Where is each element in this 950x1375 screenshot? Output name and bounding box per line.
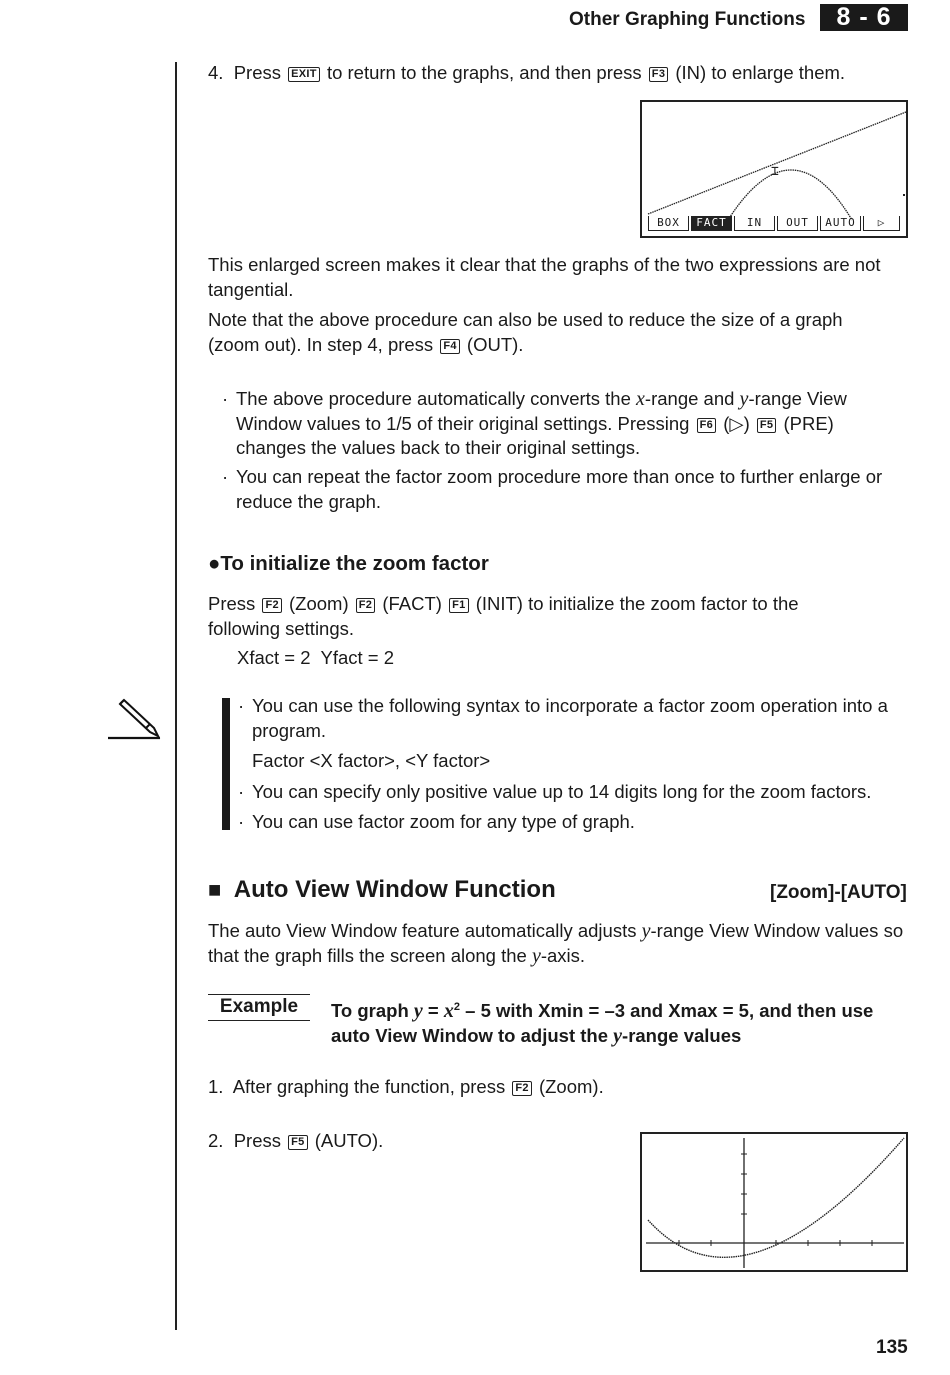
- f5-key: F5: [288, 1135, 307, 1150]
- bullet-dot: ·: [222, 388, 229, 409]
- parabola-graph: [648, 1138, 904, 1257]
- note-bullet: [238, 694, 912, 743]
- example-rule-top: [208, 994, 310, 995]
- para-text: -axis.: [540, 944, 586, 966]
- square-marker: ■: [208, 877, 222, 902]
- para-text: (Zoom): [289, 593, 349, 614]
- bullet-dot: ·: [238, 695, 245, 716]
- margin-rule: [175, 62, 177, 1330]
- step-text: to return to the graphs, and then press: [326, 62, 642, 83]
- italic-var: y: [531, 944, 541, 967]
- step-1: [208, 1075, 604, 1100]
- f2-key: F2: [356, 598, 375, 613]
- step-2: [208, 1129, 383, 1154]
- menu-in: IN: [734, 216, 775, 231]
- note-text: You can use factor zoom for any type of graph.: [252, 811, 635, 832]
- running-header-title: Other Graphing Functions: [569, 9, 806, 30]
- exit-key: EXIT: [288, 67, 320, 82]
- bullet-item: [222, 387, 906, 461]
- f3-key: F3: [649, 67, 668, 82]
- bullet-dot: ·: [222, 466, 229, 487]
- menu-fact-selected: FACT: [691, 216, 732, 231]
- note-text: You can use the following syntax to incorporate a factor zoom operation into a program.: [252, 695, 888, 741]
- para-text: The auto View Window feature automatically adjusts: [208, 920, 637, 941]
- example-rule-bottom: [208, 1020, 310, 1021]
- para-text: (INIT) to initialize the zoom factor to the following settings.: [208, 593, 799, 639]
- italic-var: y: [613, 1024, 623, 1047]
- step-text: (Zoom).: [538, 1076, 604, 1097]
- init-heading: ●To initialize the zoom factor: [208, 552, 489, 575]
- bullet-text: The above procedure automatically converts the: [236, 388, 631, 409]
- calculator-screen-auto: [640, 1132, 908, 1272]
- pencil-icon: [106, 694, 164, 742]
- example-part: =: [422, 1000, 444, 1022]
- step-number: 2.: [208, 1130, 224, 1151]
- step-text: Press: [233, 62, 282, 83]
- note-bullet: [238, 780, 922, 805]
- step-number: 4.: [208, 62, 224, 83]
- graph-plot: [642, 1134, 906, 1270]
- menu-box: BOX: [648, 216, 689, 231]
- section-heading: [208, 876, 556, 904]
- example-part: – 5 with Xmin = –3 and Xmax = 5, and then use auto View Window to adjust the: [331, 1000, 874, 1046]
- step-text: Press: [233, 1130, 282, 1151]
- step-number: 1.: [208, 1076, 224, 1097]
- para-text: Note that the above procedure can also be used to reduce the size of a graph (zoom out). In step 4, press: [208, 309, 843, 355]
- auto-paragraph: [208, 919, 913, 968]
- note-bullet: [238, 810, 922, 835]
- step-4: [208, 61, 908, 86]
- step-text: After graphing the function, press: [232, 1076, 506, 1097]
- example-part: To graph: [331, 1000, 409, 1022]
- step-text: (AUTO).: [314, 1130, 384, 1151]
- superscript: 2: [453, 1001, 461, 1013]
- f5-key: F5: [757, 418, 776, 433]
- syntax-line: Factor <X factor>, <Y factor>: [252, 750, 491, 771]
- section-title: Auto View Window Function: [233, 876, 556, 903]
- init-paragraph: [208, 592, 868, 641]
- bullet-item: [222, 465, 911, 514]
- section-number-badge: 8 - 6: [820, 4, 908, 31]
- f6-key: F6: [697, 418, 716, 433]
- line-graph: [648, 112, 906, 214]
- paragraph-zoom-out: [208, 308, 898, 357]
- example-label: Example: [219, 996, 299, 1017]
- note-bar: [222, 698, 230, 830]
- italic-var: x: [443, 1000, 454, 1023]
- bullet-text: -range and: [644, 388, 735, 409]
- para-text: (FACT): [382, 593, 442, 614]
- bullet-text: You can repeat the factor zoom procedure more than once to further enlarge or reduce the graph.: [236, 466, 883, 512]
- italic-var: y: [413, 1000, 423, 1023]
- italic-var: y: [739, 388, 749, 410]
- note-text: You can specify only positive value up to 14 digits long for the zoom factors.: [252, 781, 872, 802]
- para-text: -range View Window values so that the graph fills the screen along the: [208, 920, 904, 966]
- menu-auto: AUTO: [820, 216, 861, 231]
- bullet-text: (▷): [723, 412, 750, 434]
- para-text: Press: [208, 593, 256, 614]
- para-text: (OUT).: [466, 333, 524, 355]
- trace-cursor: ⌶: [771, 164, 779, 179]
- menu-next: ▷: [863, 216, 900, 231]
- bullet-dot: ·: [238, 781, 245, 802]
- function-menu: [648, 216, 900, 232]
- example-text: [331, 995, 911, 1048]
- italic-var: y: [641, 920, 651, 942]
- italic-var: x: [636, 388, 645, 410]
- bullet-text: (PRE) changes the values back to their original settings.: [236, 412, 834, 458]
- bullet-dot: ·: [238, 811, 245, 832]
- paragraph-enlarged: This enlarged screen makes it clear that the graphs of the two expressions are not tangential.: [208, 254, 881, 300]
- step-text: (IN) to enlarge them.: [675, 62, 846, 83]
- example-part: -range values: [622, 1024, 742, 1046]
- f2-key: F2: [512, 1081, 531, 1096]
- page-number: 135: [876, 1337, 908, 1358]
- calculator-screen-zoomed: [640, 100, 908, 238]
- pixel-dot: [903, 194, 905, 196]
- bullet-text: -range View Window values to 1/5 of their original settings. Pressing: [236, 388, 847, 434]
- f4-key: F4: [440, 339, 459, 354]
- init-values: Xfact = 2 Yfact = 2: [237, 647, 395, 668]
- f1-key: F1: [449, 598, 468, 613]
- key-sequence: [Zoom]-[AUTO]: [770, 882, 907, 903]
- parabola-graph: [728, 170, 852, 220]
- menu-out: OUT: [777, 216, 818, 231]
- f2-key: F2: [262, 598, 281, 613]
